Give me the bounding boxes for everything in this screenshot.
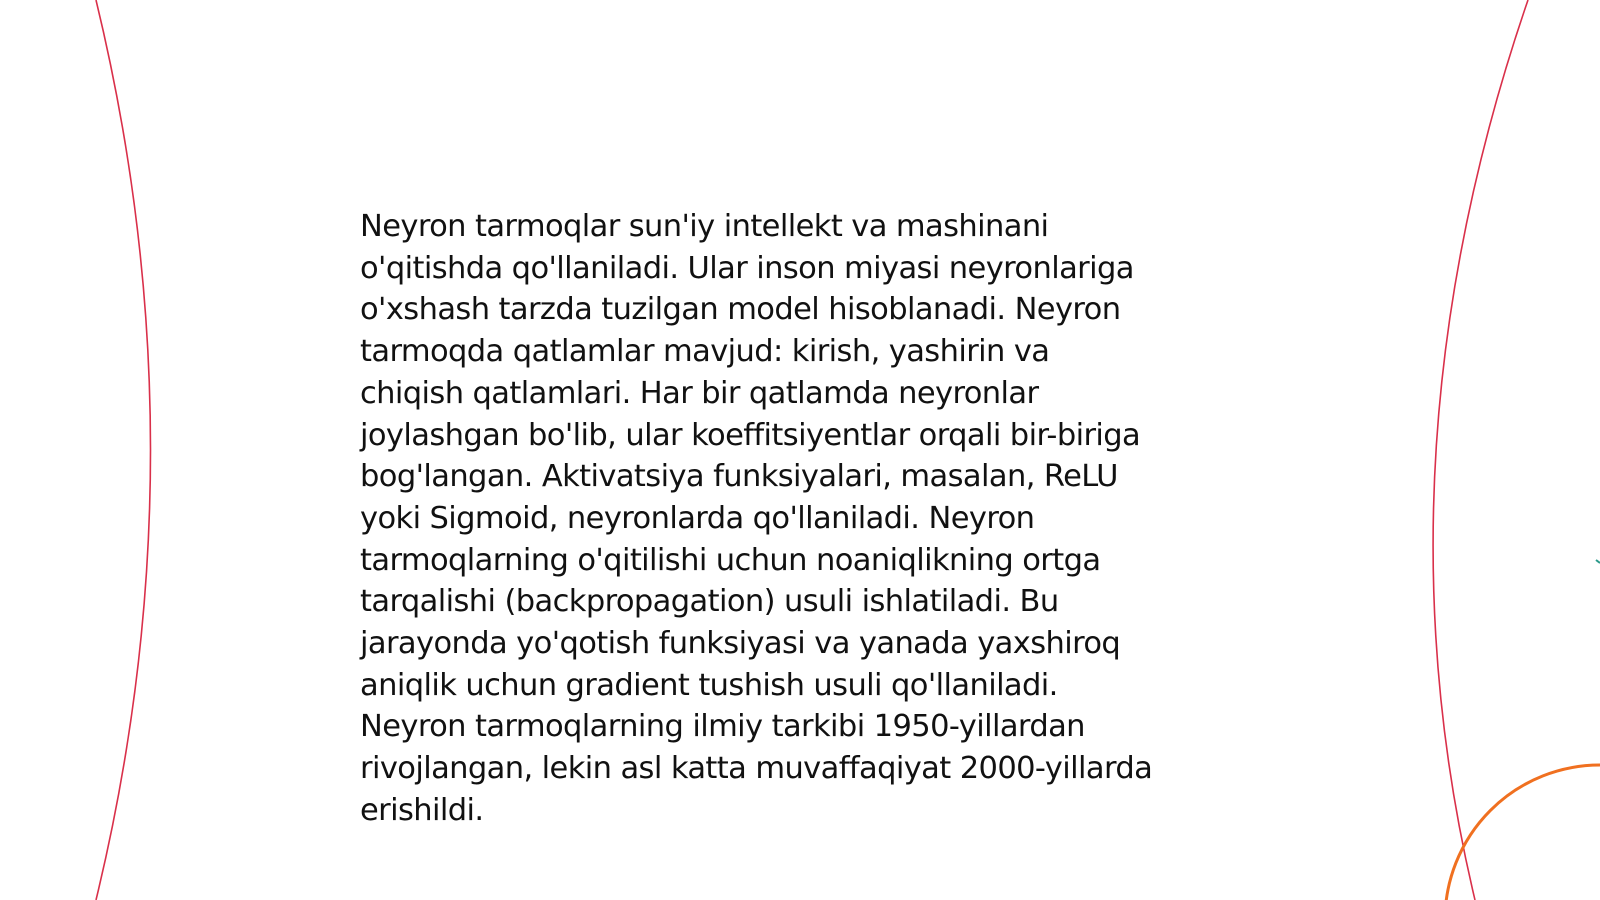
body-text: Neyron tarmoqlar sun'iy intellekt va mashinani o'qitishda qo'llaniladi. Ular inson miyasi neyronlariga o'xshash tarzda tuzilgan model hisoblanadi. Neyron tarmoqda qatlamlar mavjud: kirish, yashirin va chiqish qatlamlari. Har bir qatlamda neyronlar joylashgan bo'lib, ular koeffitsiyentlar orqali bir-biriga bog'langan. Aktivatsiya funksiyalari, masalan, ReLU yoki Sigmoid, neyronlarda qo'llaniladi. Neyron tarmoqlarning o'qitilishi uchun noaniqlikning ortga tarqalishi (backpropagation) usuli ishlatiladi. Bu jarayonda yo'qotish funksiyasi va yanada yaxshiroq aniqlik uchun gradient tushish usuli qo'llaniladi. Neyron tarmoqlarning ilmiy tarkibi 1950-yillardan rivojlangan, lekin asl katta muvaffaqiyat 2000-yillarda erishildi. [360,209,1153,828]
left-arc [96,0,151,900]
edge-mark [1596,560,1600,563]
corner-circle [1445,765,1600,900]
right-arc [1433,0,1528,900]
